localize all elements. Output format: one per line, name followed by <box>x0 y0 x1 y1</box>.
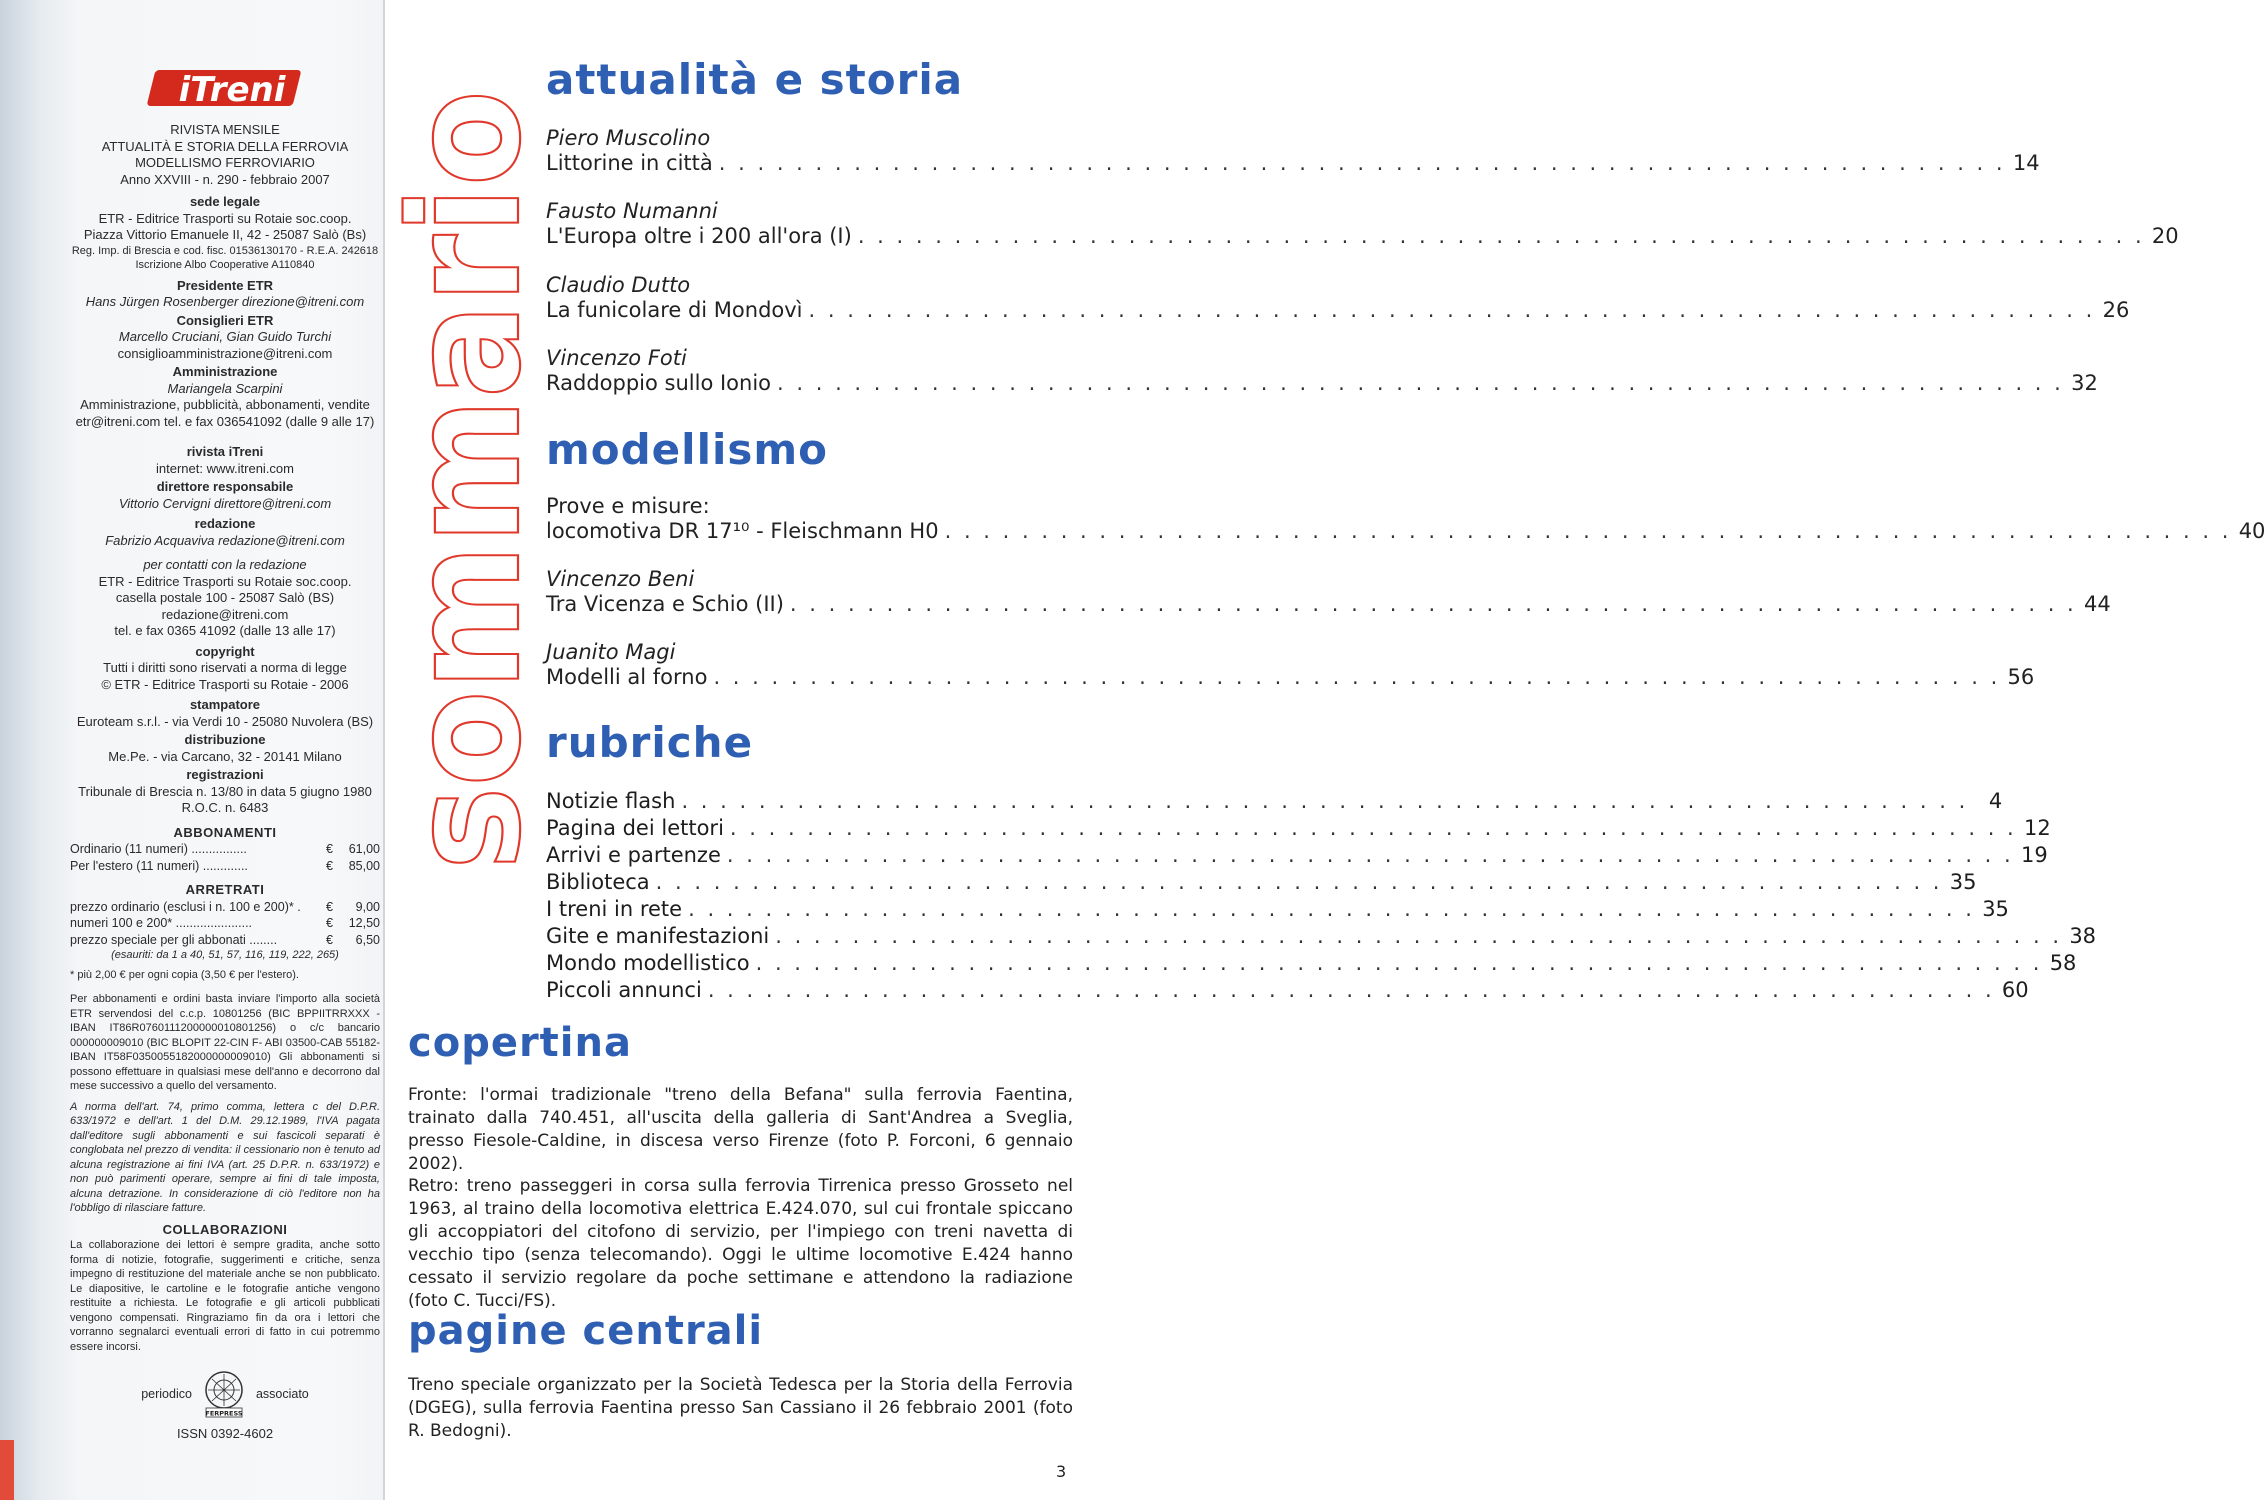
copertina-fronte-text: Fronte: l'ormai tradizionale "treno della Befana" sulla ferrovia Faentina, trainato dalla 740.451, all'uscita della galleria di Sant'Andrea a Sveglia, presso Fiesole-Caldine, in discesa verso Firenze (foto P. Forconi, 6 gennaio 2002). <box>408 1085 1073 1174</box>
page-number: 3 <box>1056 1462 1067 1481</box>
esauriti-note: (esauriti: da 1 a 40, 51, 57, 116, 119, 222, 265) <box>111 949 339 961</box>
price-currency: € <box>326 858 333 873</box>
price-currency: € <box>326 842 333 856</box>
itreni-logo <box>150 60 310 118</box>
price-value: 6,50 <box>355 932 380 947</box>
leader-dots <box>708 977 1995 1004</box>
price-label: numeri 100 e 200* ...................... <box>70 916 253 930</box>
consiglieri-email: consiglioamministrazione@itreni.com <box>117 345 333 361</box>
toc-author: Claudio Dutto <box>546 273 691 297</box>
leader-dots <box>809 298 2096 323</box>
price-value: 12,50 <box>348 916 380 930</box>
toc-title: I treni in rete <box>546 897 683 921</box>
collaborazioni-text: La collaborazione dei lettori è sempre gradita, anche sotto forma di notizie, fotografie, suggerimenti e critiche, senza impegno di restituzione del materiale anche se non pubblicato. Le diapositive, le cartoline e le fotografie antiche vengono restituite a richiesta. Le fotografie e gli articoli pubblicati vengono compensati. Ringraziamo fin da ora i lettori che vorranno segnalarci eventuali errori di fatto in cui potremmo essere incorsi. <box>70 1239 380 1353</box>
price-currency: € <box>326 916 333 930</box>
direttore-line: Vittorio Cervigni direttore@itreni.com <box>118 495 332 511</box>
amministrazione-heading: Amministrazione <box>172 364 278 379</box>
distribuzione-heading: distribuzione <box>184 732 266 747</box>
iva-note: A norma dell'art. 74, primo comma, lettera c del D.P.R. 633/1972 e dell'art. 1 del D.M. 29.12.1989, l'IVA pagata dall'editore sugli abbonamenti e sui fascicoli separati è conglobata nel prezzo di vendita: il cessionario non è tenuto ad alcuna registrazione ai fini IVA (art. 25 D.P.R. n. 633/1972) e non può parimenti operare, sempre ai fini di tale imposta, alcuna detrazione. In considerazione di ciò l'editore non ha l'obbligo di rilasciare fatture. <box>70 1100 380 1214</box>
price-row <box>70 932 380 949</box>
section-pagine-centrali-title: pagine centrali <box>408 1308 764 1354</box>
toc-entry[interactable] <box>546 923 2097 950</box>
price-label: prezzo ordinario (esclusi i n. 100 e 200)* . <box>70 899 301 914</box>
price-row <box>70 858 380 875</box>
toc-title: Piccoli annunci <box>546 978 702 1002</box>
amministrazione-line: Amministrazione, pubblicità, abbonamenti, vendite <box>80 397 370 412</box>
direttore-heading: direttore responsabile <box>156 479 294 494</box>
price-label: Per l'estero (11 numeri) ............. <box>70 858 248 873</box>
toc-title: Raddoppio sullo Ionio <box>546 371 772 395</box>
logo-text: iTreni <box>178 70 286 110</box>
ferpress-label: FERPRESS <box>205 1409 243 1418</box>
toc-entry[interactable] <box>546 788 2003 815</box>
toc-page: 19 <box>2020 843 2048 867</box>
toc-title: Tra Vicenza e Schio (II) <box>546 592 784 616</box>
leader-dots <box>730 815 2017 842</box>
arretrati-table <box>70 899 380 949</box>
toc-page: 35 <box>1982 897 2009 921</box>
price-row <box>70 915 380 932</box>
sede-line: ETR - Editrice Trasporti su Rotaie soc.coop. <box>98 210 352 226</box>
issue-line: Anno XXVIII - n. 290 - febbraio 2007 <box>120 171 330 187</box>
copyright-heading: copyright <box>195 643 255 659</box>
toc-title: Gite e manifestazioni <box>546 924 770 948</box>
sede-line: Piazza Vittorio Emanuele II, 42 - 25087 Salò (Bs) <box>83 227 367 242</box>
registrazioni-line: Tribunale di Brescia n. 13/80 in data 5 giugno 1980 <box>78 783 372 799</box>
toc-entry[interactable] <box>546 950 2077 977</box>
toc-author: Fausto Numanni <box>546 199 718 223</box>
arretrati-heading: ARRETRATI <box>185 882 265 897</box>
toc-page: 35 <box>1949 870 1977 894</box>
masthead-line: RIVISTA MENSILE <box>170 122 280 137</box>
amministrazione-line: etr@itreni.com tel. e fax 036541092 (dalle 9 alle 17) <box>75 413 375 429</box>
copyright-line: © ETR - Editrice Trasporti su Rotaie - 2006 <box>101 676 349 692</box>
toc-page: 26 <box>2102 298 2130 322</box>
price-row <box>70 899 380 916</box>
sede-line: Iscrizione Albo Cooperative A110840 <box>135 258 315 271</box>
redazione-line: Fabrizio Acquaviva redazione@itreni.com <box>105 532 345 548</box>
toc-entry[interactable] <box>546 346 2098 396</box>
section-rubriche-title: rubriche <box>546 718 754 767</box>
leader-dots <box>790 592 2077 617</box>
toc-author: Vincenzo Foti <box>546 346 687 370</box>
ferpress-badge <box>70 1370 380 1418</box>
toc-page: 4 <box>1988 789 2003 813</box>
toc-page: 38 <box>2069 924 2097 948</box>
payment-info: Per abbonamenti e ordini basta inviare l'importo alla società ETR servendosi del c.c.p. 10801256 (BIC BPPIITRRXXX - IBAN IT86R0760111200000010801256) o c/c bancario 000000009010 (BIC BLOPIT 22-CIN F- ABI 03500-CAB 55182-IBAN IT58F0350055182000000009010) Gli abbonamenti si possono effettuare in qualsiasi mese dell'anno e decorrono dal mese successivo a quello del versamento. <box>70 993 380 1092</box>
toc-title: Littorine in città <box>546 151 713 175</box>
masthead-line: MODELLISMO FERROVIARIO <box>135 155 315 170</box>
price-value: 9,00 <box>355 899 380 914</box>
toc-entry[interactable] <box>546 567 2111 617</box>
presidente-heading: Presidente ETR <box>176 277 274 293</box>
toc-title: La funicolare di Mondovì <box>546 298 803 322</box>
toc-entry[interactable] <box>546 869 1977 896</box>
leader-dots <box>681 788 1968 815</box>
rubriche-list <box>546 788 2097 1004</box>
leader-dots <box>777 371 2064 396</box>
toc-entry[interactable] <box>546 126 2040 176</box>
toc-page: 40 <box>2238 519 2265 543</box>
price-value: 61,00 <box>348 842 380 856</box>
contatti-line: per contatti con la redazione <box>143 557 307 572</box>
abbonamenti-heading: ABBONAMENTI <box>173 824 277 840</box>
issn: ISSN 0392-4602 <box>176 1426 274 1441</box>
toc-entry[interactable] <box>546 896 2009 923</box>
sede-line: Reg. Imp. di Brescia e cod. fisc. 01536130170 - R.E.A. 242618 <box>71 244 379 257</box>
rivista-heading: rivista iTreni <box>186 444 264 459</box>
toc-page: 32 <box>2071 371 2098 395</box>
toc-title: Pagina dei lettori <box>546 816 724 840</box>
price-value: 85,00 <box>348 858 380 873</box>
copyright-line: Tutti i diritti sono riservati a norma di legge <box>103 660 347 675</box>
toc-entry[interactable] <box>546 494 2265 544</box>
colophon-column <box>0 0 385 1500</box>
toc-title: Arrivi e partenze <box>546 843 721 867</box>
leader-dots <box>719 151 2006 176</box>
stampatore-line: Euroteam s.r.l. - via Verdi 10 - 25080 Nuvolera (BS) <box>76 713 374 729</box>
price-currency: € <box>326 899 333 914</box>
leader-dots <box>945 519 2232 544</box>
toc-author: Prove e misure: <box>546 494 710 518</box>
leader-dots <box>713 665 2000 690</box>
collaborazioni-heading: COLLABORAZIONI <box>162 1221 288 1237</box>
periodico-label: periodico <box>141 1386 192 1401</box>
toc-author: Piero Muscolino <box>546 126 711 150</box>
abbonamenti-table <box>70 841 380 874</box>
toc-title: Biblioteca <box>546 870 650 894</box>
section-attualita-title: attualità e storia <box>546 55 964 104</box>
copertina-retro-text: Retro: treno passeggeri in corsa sulla ferrovia Tirrenica presso Grosseto nel 1963, al traino della locomotiva elettrica E.424.070, sul cui frontale spiccano gli accoppiatori del citofono di servizio, per l'impiego con treni navetta di vecchio tipo (senza telecomando). Oggi le ultime locomotive E.424 hanno cessato il servizio regolare da poche settimane e attendono la radiazione (foto C. Tucci/FS). <box>408 1176 1073 1311</box>
amministrazione-line: Mariangela Scarpini <box>167 380 283 396</box>
toc-entry[interactable] <box>546 273 2130 323</box>
toc-author: Juanito Magi <box>546 640 676 664</box>
rivista-line: internet: www.itreni.com <box>156 460 294 476</box>
leader-dots <box>656 869 1943 896</box>
leader-dots <box>688 896 1975 923</box>
sede-heading: sede legale <box>189 194 261 209</box>
consiglieri-heading: Consiglieri ETR <box>176 312 274 328</box>
toc-page: 14 <box>2012 151 2040 175</box>
colophon <box>70 122 380 1443</box>
contatti-line: tel. e fax 0365 41092 (dalle 13 alle 17) <box>114 623 336 638</box>
toc-page: 12 <box>2024 816 2051 840</box>
price-label: prezzo speciale per gli abbonati ........ <box>70 932 278 947</box>
price-row <box>70 841 380 858</box>
toc-entry[interactable] <box>546 977 2029 1004</box>
toc-entry[interactable] <box>546 199 2179 249</box>
consiglieri-line: Marcello Cruciani, Gian Guido Turchi <box>118 329 332 344</box>
presidente-line: Hans Jürgen Rosenberger direzione@itreni.com <box>85 294 365 309</box>
leader-dots <box>727 842 2014 869</box>
leader-dots <box>756 950 2043 977</box>
leader-dots <box>858 224 2145 249</box>
contatti-line: ETR - Editrice Trasporti su Rotaie soc.coop. <box>98 573 352 589</box>
section-modellismo-title: modellismo <box>546 425 828 474</box>
toc-title: Notizie flash <box>546 789 676 813</box>
section-copertina-title: copertina <box>408 1020 632 1066</box>
toc-entry[interactable] <box>546 815 2051 842</box>
stampatore-heading: stampatore <box>189 697 261 712</box>
price-label: Ordinario (11 numeri) ................ <box>70 842 247 856</box>
contatti-line: casella postale 100 - 25087 Salò (BS) <box>115 590 335 605</box>
page-edge-accent <box>0 1440 14 1500</box>
toc-title: L'Europa oltre i 200 all'ora (I) <box>546 224 852 248</box>
toc-page: 20 <box>2151 224 2179 248</box>
toc-page: 56 <box>2007 665 2035 689</box>
toc-entry[interactable] <box>546 640 2035 690</box>
toc-page: 58 <box>2049 951 2077 975</box>
toc-page: 44 <box>2084 592 2111 616</box>
toc-author: Vincenzo Beni <box>546 567 695 591</box>
toc-title: Modelli al forno <box>546 665 708 689</box>
distribuzione-line: Me.Pe. - via Carcano, 32 - 20141 Milano <box>108 748 342 764</box>
contatti-line: redazione@itreni.com <box>161 606 289 622</box>
toc-title: Mondo modellistico <box>546 951 750 975</box>
registrazioni-heading: registrazioni <box>186 767 264 782</box>
toc-title: locomotiva DR 17¹⁰ - Fleischmann H0 <box>546 519 939 543</box>
registrazioni-line: R.O.C. n. 6483 <box>181 800 269 815</box>
redazione-heading: redazione <box>194 516 256 531</box>
ferpress-emblem-icon <box>202 1370 246 1418</box>
sommario-word: sommario <box>377 24 554 870</box>
sommario-vertical-title <box>377 24 554 875</box>
masthead-line: ATTUALITÀ E STORIA DELLA FERROVIA <box>101 138 349 154</box>
pagine-centrali-text: Treno speciale organizzato per la Società Tedesca per la Storia della Ferrovia (DGEG), sulla ferrovia Faentina presso San Cassiano il 26 febbraio 2001 (foto R. Bedogni). <box>408 1375 1073 1441</box>
toc-page: 60 <box>2001 978 2029 1002</box>
price-currency: € <box>326 932 333 947</box>
leader-dots <box>775 923 2062 950</box>
surcharge-note: * più 2,00 € per ogni copia (3,50 € per l'estero). <box>70 969 299 981</box>
toc-entry[interactable] <box>546 842 2048 869</box>
associato-label: associato <box>255 1386 309 1401</box>
